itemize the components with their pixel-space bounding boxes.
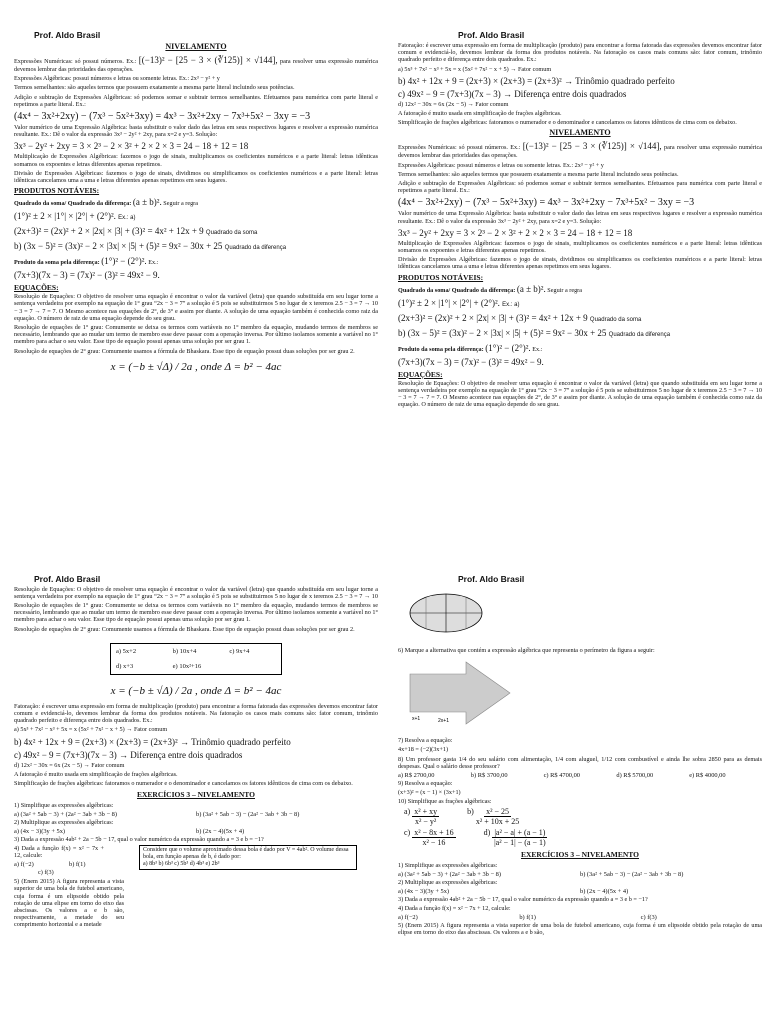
produtos-title: PRODUTOS NOTÁVEIS: (14, 186, 100, 196)
equacoes-title: EQUAÇÕES: (398, 369, 443, 379)
quadrado-line: Quadrado da soma/ Quadrado da diferença: (a ± b)². Seguir a regra (14, 197, 198, 208)
q10: 10) Simplifique as frações algébricas: (398, 798, 492, 806)
author-header: Prof. Aldo Brasil (34, 30, 101, 40)
expr-alg-text: Expressões Algébricas: possui números e letras ou somente letras. Ex.: 2x³ − y² + y (14, 75, 220, 83)
fat-b: b) 4x² + 12x + 9 = (2x+3) × (2x+3) = (2x+3)² → Trinômio quadrado perfeito (398, 75, 675, 86)
q4: 4) Dada a função f(x) = x² − 7x + 12, calcule: (14, 845, 104, 860)
exercises-title: EXERCÍCIOS 3 – NIVELAMENTO (136, 790, 255, 800)
page-bottom-right (398, 574, 762, 1024)
produto-formula: (7x+3)(7x − 3) = (7x)² − (3)² = 49x² − 9. (398, 356, 544, 367)
fat-d: d) 12x² − 30x = 6x (2x − 5) → Fator comum (14, 761, 125, 769)
q9-eq: (x+3)² = (x − 1) × (3x+1) (398, 788, 461, 796)
q4-q5-area (14, 845, 378, 929)
fat-d: d) 12x² − 30x = 6x (2x − 5) → Fator comum (398, 100, 509, 108)
equacoes-p3: Resolução de equações de 2° grau: Comumente usamos a fórmula de Bhaskara. Esse tipo de equação possui duas soluções por ser grau 2. (14, 347, 355, 355)
option-b[interactable]: b) 10x+4 (172, 647, 197, 655)
div-text: Divisão de Expressões Algébricas: fazemos o jogo de sinais, dividimos ou simplificamos os coeficientes numéricos e a parte literal: letras idênticas cancelamos uma a uma e letras diferentes apenas repetimos em seus lugares. (398, 256, 762, 271)
q4-items: a) f(−2) b) f(1) c) f(3) (398, 914, 657, 922)
q3: 3) Dada a expressão 4ab² + 2a − 5b − 17, qual o valor numérico da expressão quando a = 3 e b = −1? (398, 895, 648, 903)
div-text: Divisão de Expressões Algébricas: fazemos o jogo de sinais, dividimos ou simplificamos os coeficientes numéricos e a parte literal: letras idênticas cancelamos uma a uma e letras diferentes apenas repetimos em seus lugares. (14, 169, 378, 185)
produto-formula: (7x+3)(7x − 3) = (7x)² − (3)² = 49x² − 9. (14, 270, 160, 281)
q2: 2) Multiplique as expressões algébricas: (14, 819, 114, 827)
q8: 8) Um professor gasta 1/4 do seu salário com alimentação, 1/4 com aluguel, 1/12 com combustível e ainda lhe sobra 2850 para as demais despesas. Qual o salário desse professor? (398, 755, 762, 770)
q8-option-c[interactable]: c) R$ 4700,00 (543, 772, 580, 780)
q1: 1) Simplifique as expressões algébricas: (398, 862, 498, 870)
simpl-text: Simplificação de frações algébricas: fatoramos o numerador e o denominador e cancelamos os fatores idênticos de cima com os debaixo. (398, 119, 737, 127)
equacoes-p1: Resolução de Equações: O objetivo de resolver uma equação é encontrar o valor da variável (letra) que quando substituída em seu lugar torne a sentença verdadeira por exemplo na equação de 1° grau “2x − 3 = 7” a solução é 5 pois se substituirmos 5 no lugar de x teremos 2.5 − 3 = 7 → 10 − 3 = 7 → 7 = 7. O Mesmo acontece nas equações de 2°, de 3° e assim por diante. A solução de uma equação também é conhecida como raiz da equação. O número de raiz de uma equação depende do seu grau. (398, 379, 762, 409)
fat-b: b) 4x² + 12x + 9 = (2x+3) × (2x+3) = (2x+3)² → Trinômio quadrado perfeito (14, 736, 291, 747)
produto-line: Produto da soma pela diferença: (1°)² − (2°)². Ex.: (398, 342, 543, 353)
page-top-right (398, 30, 762, 518)
adicao-formula: (4x⁴ − 3x²+2xy) − (7x³ − 5x²+3xy) = 4x³ − 3x²+2xy − 7x³+5x² − 3xy = −3 (14, 111, 311, 123)
author-header: Prof. Aldo Brasil (458, 574, 525, 584)
options-box (110, 643, 282, 675)
equacoes-p1: Resolução de Equações: O objetivo de resolver uma equação é encontrar o valor da variável (letra) que quando substituída em seu lugar torne a sentença verdadeira por exemplo na equação de 1° grau “2x − 3 = 7” a solução é 5 pois se substituirmos 5 no lugar de x teremos 2.5 − 3 = 7 → 10 − 3 = 7 → 7 = 7. O Mesmo acontece nas equações de 2°, de 3° e assim por diante. A solução de uma equação também é conhecida como raiz da equação. O número de raiz de uma equação depende do seu grau. (14, 293, 378, 322)
frac-a: a) $\frac{\text{x² + xy}}{\text{x² − y²}}$ (404, 807, 438, 827)
termos-text: Termos semelhantes: são aqueles termos que possuem exatamente a mesma parte literal incluindo seus potências. (398, 170, 679, 178)
q8-option-b[interactable]: b) R$ 3700,00 (470, 772, 508, 780)
expr-num-text: Expressões Numéricas: só possui números. Ex.: [(−13)² − [25 − 3 × (∛125)] × √144], para resolver uma expressão numérica devemos lembrar das prioridades das operações. (398, 141, 762, 160)
equacoes-p2: Resolução de equações de 1° grau: Comumente se deixa os termos com variáveis no 1° membro da equação, mudando termos de membros se necessário, lembrando que ao mudar um termo de membro esse deve passar com a operação inversa. Por último isolamos somente a variável no 1° membro para achar o seu valor. Esse tipo de equação possui apenas uma solução por ser grau 1. (14, 324, 378, 346)
mult-text: Multiplicação de Expressões Algébricas: fazemos o jogo de sinais, multiplicamos os coeficientes numéricos e a parte literal: letras idênticas somamos os expoentes e letras diferentes apenas repetimos. (14, 153, 378, 168)
fatoracao-text: Fatoração: é escrever uma expressão em forma de multiplicação (produto) para encontrar a forma fatorada das expressões devemos encontrar fator comum e evidenciá-lo, devemos lembrar da forma dos produtos notáveis. Na fatoração os casos mais comuns são: fator comum, trinômio quadrado perfeito e diferença entre dois quadrados. Ex.: (14, 702, 378, 725)
valor-formula: 3x³ − 2y² + 2xy = 3 × 2³ − 2 × 3² + 2 × 2 × 3 = 24 − 18 + 12 = 18 (398, 227, 633, 238)
q8-option-d[interactable]: d) R$ 5700,00 (616, 772, 654, 780)
fatoracao-text: Fatoração: é escrever uma expressão em forma de multiplicação (produto) para encontrar a forma fatorada das expressões devemos encontrar fator comum e evidenciá-lo, devemos lembrar da forma dos produtos notáveis. Na fatoração os casos mais comuns são: fator comum, trinômio quadrado perfeito e diferença entre dois quadrados. Ex.: (398, 42, 762, 64)
q2-items: a) (4x − 3)(3y + 5x) b) (2x − 4)(5x + 4) (398, 888, 629, 896)
q8-option-a[interactable]: a) R$ 2700,00 (398, 772, 435, 780)
bhaskara-formula: x = (−b ± √Δ) / 2a , onde Δ = b² − 4ac (110, 360, 282, 373)
q4: 4) Dada a função f(x) = x² − 7x + 12, calcule: (398, 905, 511, 913)
fig-label-a: 2x+1 (438, 718, 449, 725)
q6: 6) Marque a alternativa que contém a expressão algébrica que representa o perímetro da figura a seguir: (398, 647, 655, 654)
ex-a-formula: (2x+3)² = (2x)² + 2 × |2x| × |3| + (3)² = 4x² + 12x + 9 Quadrado da soma (14, 226, 258, 237)
valor-text: Valor numérico de uma Expressão Algébrica: basta substituir o valor dado das letras em seus respectivos lugares e resolver a expressão numérica resultante. Ex.: Dê o valor da expressão 3x³ − 2y² + 2xy, para x=2 e y=3. Solução: (14, 124, 378, 139)
ex-b-formula: b) (3x − 5)² = (3x)² − 2 × |3x| × |5| + (5)² = 9x² − 30x + 25 Quadrado da diferença (14, 241, 287, 252)
fat-tail: A fatoração é muito usada em simplificação de frações algébricas. (14, 770, 178, 778)
bhaskara-formula: x = (−b ± √Δ) / 2a , onde Δ = b² − 4ac (110, 684, 282, 697)
regra-formula: (1°)² ± 2 × |1°| × |2°| + (2°)². Ex.: a) (398, 297, 520, 308)
q3: 3) Dada a expressão 4ab² + 2a − 5b − 17, qual o valor numérico da expressão quando a = 3 e b = −1? (14, 835, 264, 843)
regra-formula: (1°)² ± 2 × |1°| × |2°| + (2°)². Ex.: a) (14, 211, 136, 222)
valor-formula: 3x³ − 2y² + 2xy = 3 × 2³ − 2 × 3² + 2 × 2 × 3 = 24 − 18 + 12 = 18 (14, 141, 249, 152)
q1: 1) Simplifique as expressões algébricas: (14, 802, 114, 810)
mult-text: Multiplicação de Expressões Algébricas: fazemos o jogo de sinais, multiplicamos os coeficientes numéricos e a parte literal: letras idênticas somamos os expoentes e letras diferentes apenas repetimos. (398, 239, 762, 255)
arrow-figure (406, 660, 762, 731)
simpl-text: Simplificação de frações algébricas: fatoramos o numerador e o denominador e cancelamos os fatores idênticos de cima com os debaixo. (14, 780, 353, 788)
football-ellipse-icon (406, 590, 486, 636)
fat-c: c) 49x² − 9 = (7x+3)(7x − 3) → Diferença entre dois quadrados (398, 88, 627, 99)
equacoes-p2: Resolução de equações de 1° grau: Comumente se deixa os termos com variáveis no 1° membro da equação, mudando termos de membros se necessário, lembrando que ao mudar um termo de membro esse deve passar com a operação inversa. Por último isolamos somente a variável no 1° membro para achar o seu valor. Esse tipo de equação possui apenas uma solução por ser grau 1. (14, 602, 378, 624)
ex-b-formula: b) (3x − 5)² = (3x)² − 2 × |3x| × |5| + (5)² = 9x² − 30x + 25 Quadrado da diferença (398, 327, 671, 338)
fractions-row-2 (404, 828, 762, 847)
fat-tail: A fatoração é muito usada em simplificação de frações algébricas. (398, 110, 562, 118)
frac-c: c) $\frac{\text{x² − 8x + 16}}{\text{x² − 16}}$ (404, 828, 454, 848)
option-e[interactable]: e) 10x²+16 (172, 662, 202, 670)
q5: 5) (Enem 2015) A figura representa a vista superior de uma bola de futebol americano, cuja forma é um elipsoide obtido pela rotação de uma elipse em torno do eixo das abscissas. Os valores a e b são, (398, 921, 762, 937)
produtos-title: PRODUTOS NOTÁVEIS: (398, 272, 484, 282)
page-bottom-left (14, 574, 378, 1024)
fig-label-b: x+1 (412, 716, 421, 723)
q2-items: a) (4x − 3)(3y + 5x) b) (2x − 4)(5x + 4) (14, 828, 245, 836)
volume-box: Considere que o volume aproximado dessa bola é dado por V = 4ab². O volume dessa bola, em função apenas de b, é dado por: a) 8b³ b) 6b³ c) 5b³ d) 4b³ e) 2b³ (139, 845, 357, 870)
exercises-title: EXERCÍCIOS 3 – NIVELAMENTO (520, 850, 639, 860)
fat-a: a) 5x³ + 7x² − x³ + 5x = x (5x² + 7x² − x + 5) → Fator comum (14, 726, 168, 734)
q1-items: a) (3a² + 5ab − 3) + (2a² − 3ab + 3b − 8) b) (3a² + 5ab − 3) − (2a² − 3ab + 3b − 8) (398, 871, 684, 879)
q7-eq: 4x+18 = (−2)(3x+1) (398, 746, 449, 754)
section-title: NIVELAMENTO (549, 128, 611, 138)
q2: 2) Multiplique as expressões algébricas: (398, 879, 498, 887)
option-c[interactable]: c) 9x+4 (229, 647, 250, 655)
quadrado-line: Quadrado da soma/ Quadrado da diferença: (a ± b)². Seguir a regra (398, 283, 582, 294)
author-header: Prof. Aldo Brasil (458, 30, 525, 40)
fat-c: c) 49x² − 9 = (7x+3)(7x − 3) → Diferença entre dois quadrados (14, 749, 243, 760)
equacoes-title: EQUAÇÕES: (14, 283, 59, 293)
equacoes-p3: Resolução de equações de 2° grau: Comumente usamos a fórmula de Bhaskara. Esse tipo de equação possui duas soluções por ser grau 2. (14, 625, 355, 633)
frac-d: d) $\frac{\text{|a² − a| + (a − 1)}}{\text{|a² − 1| − (a − 1)}}$ (483, 828, 546, 848)
q1-items: a) (3a² + 5ab − 3) + (2a² − 3ab + 3b − 8) b) (3a² + 5ab − 3) − (2a² − 3ab + 3b − 8) (14, 811, 300, 819)
termos-text: Termos semelhantes: são aqueles termos que possuem exatamente a mesma parte literal incluindo seus potências. (14, 84, 295, 92)
expr-num-text: Expressões Numéricas: só possui números. Ex.: [(−13)² − [25 − 3 × (∛125)] × √144], para resolver uma expressão numérica devemos lembrar das prioridades das operações. (14, 55, 378, 73)
q4-items: a) f(−2) b) f(1) (14, 861, 86, 869)
ellipse-figure (406, 590, 762, 641)
adicao-text: Adição e subtração de Expressões Algébricas: só podemos somar e subtrair termos semelhantes. Efetuamos para numérica com parte literal e repetimos a parte literal. Ex.: (14, 93, 378, 108)
option-d[interactable]: d) x+3 (116, 662, 134, 670)
adicao-formula: (4x⁴ − 3x²+2xy) − (7x³ − 5x²+3xy) = 4x³ − 3x²+2xy − 7x³+5x² − 3xy = −3 (398, 197, 695, 209)
ex-a-formula: (2x+3)² = (2x)² + 2 × |2x| × |3| + (3)² = 4x² + 12x + 9 Quadrado da soma (398, 312, 642, 323)
option-a[interactable]: a) 5x+2 (116, 647, 137, 655)
page-top-left (14, 30, 378, 518)
arrow-shape-icon (406, 660, 516, 726)
frac-b: b) $\frac{\text{x² − 25}}{\text{x² + 10x + 25}}$ (467, 807, 520, 827)
fractions-row-1 (404, 807, 762, 826)
valor-text: Valor numérico de uma Expressão Algébrica: basta substituir o valor dado das letras em seus respectivos lugares e resolver a expressão numérica resultante. Ex.: Dê o valor da expressão 3x³ − 2y² + 2xy, para x=2 e y=3. Solução: (398, 210, 762, 225)
section-title: NIVELAMENTO (165, 42, 227, 51)
q9: 9) Resolva a equação: (398, 779, 453, 787)
q7: 7) Resolva a equação: (398, 737, 453, 745)
q8-options (398, 772, 762, 780)
q5: 5) (Enem 2015) A figura representa a vista superior de uma bola de futebol americano, cuja forma é um elipsoide obtido pela rotação de uma elipse em torno do eixo das abscissas. Os valores a e b são, respectivamente, a metade do seu comprimento horizontal e a metade (14, 878, 124, 929)
author-header: Prof. Aldo Brasil (34, 574, 101, 584)
fat-a: a) 5x³ + 7x² − x³ + 5x = x (5x² + 7x² − x + 5) → Fator comum (398, 65, 552, 73)
equacoes-p1-tail: Resolução de Equações: O objetivo de resolver uma equação é encontrar o valor da variável (letra) que quando substituída em seu lugar torne a sentença verdadeira por exemplo na equação de 1° grau “2x − 3 = 7” a solução é 5 pois se substituirmos 5 no lugar de x teremos 2.5 − 3 = 7 → 10 (14, 586, 378, 600)
q4c: c) f(3) (38, 869, 54, 877)
adicao-text: Adição e subtração de Expressões Algébricas: só podemos somar e subtrair termos semelhantes. Efetuamos para numérica com parte literal e repetimos a parte literal. Ex.: (398, 180, 762, 195)
expr-alg-text: Expressões Algébricas: possui números e letras ou somente letras. Ex.: 2x³ − y² + y (398, 161, 604, 169)
q8-option-e[interactable]: e) R$ 4000,00 (689, 772, 726, 780)
produto-line: Produto da soma pela diferença: (1°)² − (2°)². Ex.: (14, 256, 159, 267)
